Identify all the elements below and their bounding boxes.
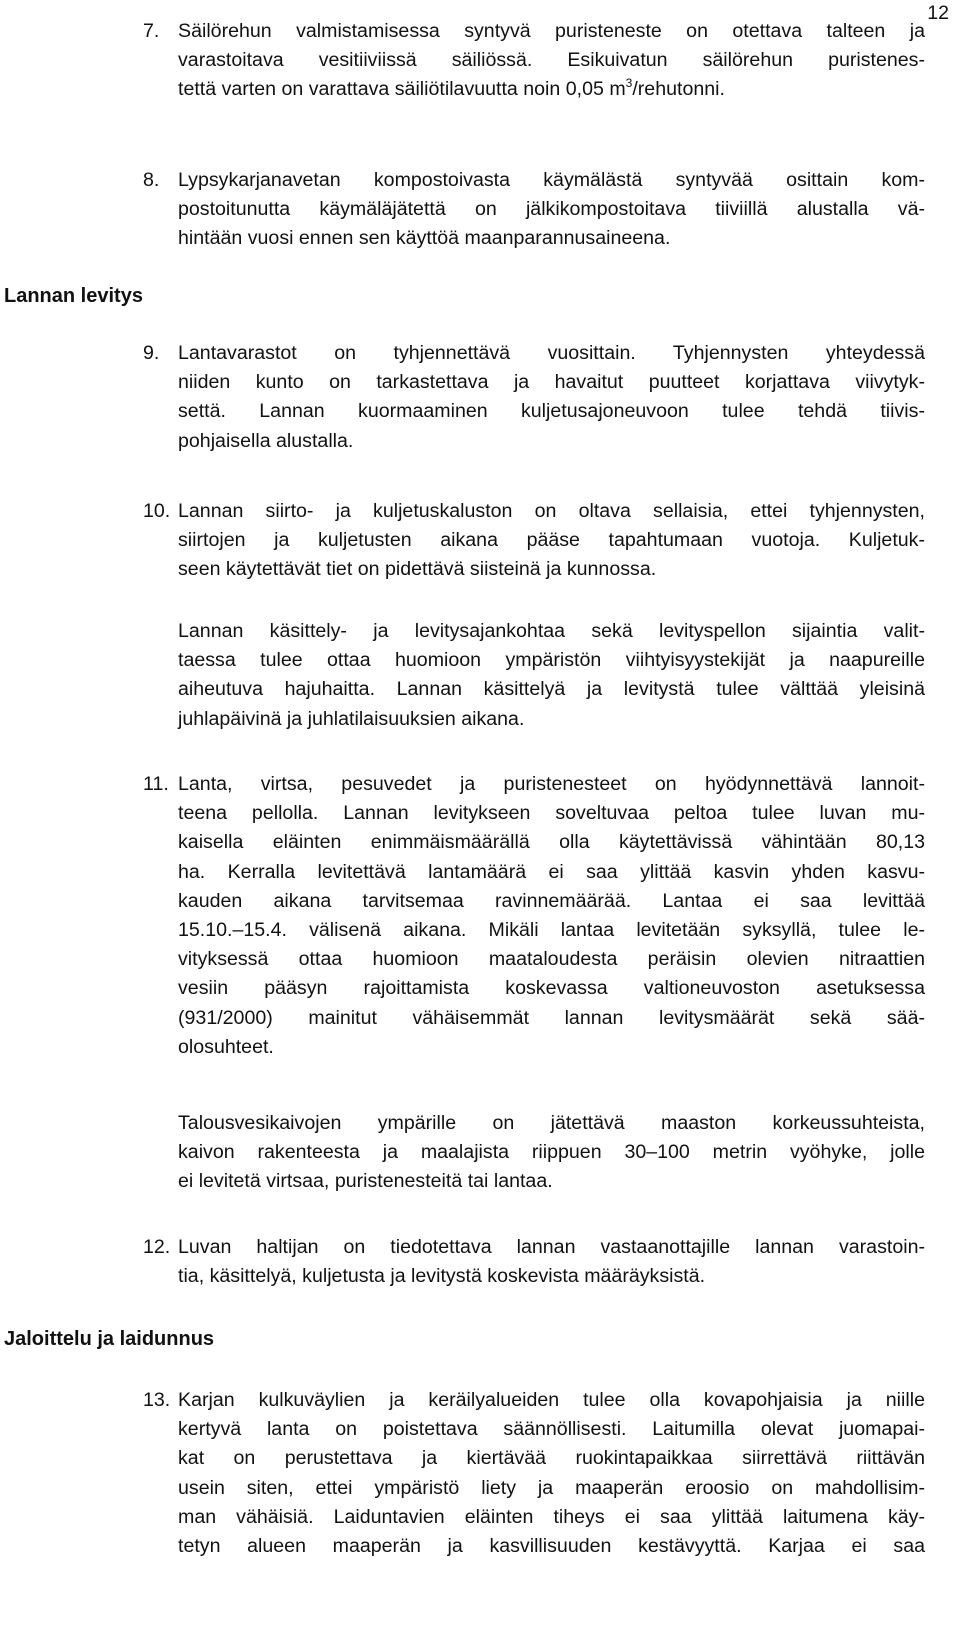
- text-line: teena pellolla. Lannan levitykseen soveltuvaa peltoa tulee luvan mu-: [178, 802, 925, 825]
- text-line: juhlapäivinä ja juhlatilaisuuksien aikana.: [178, 707, 525, 730]
- text-line: hintään vuosi ennen sen käyttöä maanparannusaineena.: [178, 227, 671, 250]
- text-line: taessa tulee ottaa huomioon ympäristön viihtyisyystekijät ja naapureille: [178, 649, 925, 672]
- list-item-7: [143, 17, 925, 105]
- item-number: 12.: [143, 1236, 171, 1258]
- text-line: ei levitetä virtsaa, puristenesteitä tai lantaa.: [178, 1170, 553, 1193]
- text-line: Lannan siirto- ja kuljetuskaluston on oltava sellaisia, ettei tyhjennysten,: [178, 500, 925, 522]
- text-line: Lypsykarjanavetan kompostoivasta käymälästä syntyvää osittain kom-: [178, 169, 925, 191]
- text-line: usein siten, ettei ympäristö liety ja maaperän eroosio on mahdollisim-: [178, 1476, 925, 1499]
- text-line: Karjan kulkuväylien ja keräilyalueiden tulee olla kovapohjaisia ja niille: [178, 1389, 925, 1411]
- list-item-12: [143, 1233, 925, 1291]
- text-line: Luvan haltijan on tiedotettava lannan vastaanottajille lannan varastoin-: [178, 1236, 925, 1258]
- list-item-10: [143, 497, 925, 585]
- item-number: 7.: [143, 20, 160, 42]
- item-number: 8.: [143, 169, 160, 191]
- text-line: 15.10.–15.4. välisenä aikana. Mikäli lantaa levitetään syksyllä, tulee le-: [178, 919, 925, 942]
- text-line: siirtojen ja kuljetusten aikana pääse tapahtumaan vuotoja. Kuljetuk-: [178, 529, 925, 552]
- text-line: vityksessä ottaa huomioon maataloudesta peräisin olevien nitraattien: [178, 948, 925, 971]
- item-number: 9.: [143, 342, 160, 364]
- text-line: settä. Lannan kuormaaminen kuljetusajoneuvoon tulee tehdä tiivis-: [178, 400, 925, 423]
- item-number: 11.: [143, 773, 169, 795]
- text-line: tettä varten on varattava säiliötilavuutta noin 0,05 $m^3$/rehutonni.: [178, 75, 725, 101]
- text-line: Lannan käsittely- ja levitysajankohtaa sekä levityspellon sijaintia valit-: [178, 620, 925, 642]
- text-line: (931/2000) mainitut vähäisemmät lannan levitysmäärät sekä sää-: [178, 1006, 925, 1029]
- text-line: vesiin pääsyn rajoittamista koskevassa valtioneuvoston asetuksessa: [178, 977, 925, 1000]
- text-line: Säilörehun valmistamisessa syntyvä puristeneste on otettava talteen ja: [178, 20, 925, 42]
- text-line: kauden aikana tarvitsemaa ravinnemäärää. Lantaa ei saa levittää: [178, 889, 925, 912]
- text-line: postoitunutta käymäläjätettä on jälkikompostoitava tiiviillä alustalla vä-: [178, 198, 925, 221]
- text-line: tetyn alueen maaperän ja kasvillisuuden kestävyyttä. Karjaa ei saa: [178, 1535, 925, 1558]
- list-item-11: [143, 770, 925, 1062]
- page-number: 12: [927, 2, 949, 24]
- text-line: pohjaisella alustalla.: [178, 429, 354, 452]
- text-line: tia, käsittelyä, kuljetusta ja levitystä koskevista määräyksistä.: [178, 1265, 706, 1288]
- text-line: man vähäisiä. Laiduntavien eläinten tiheys ei saa ylittää laitumena käy-: [178, 1505, 925, 1528]
- text-line: kat on perustettava ja kiertävää ruokintapaikkaa siirrettävä riittävän: [178, 1447, 925, 1470]
- item-number: 13.: [143, 1389, 171, 1411]
- text-line: varastoitava vesitiiviissä säiliössä. Esikuivatun säilörehun puristenes-: [178, 49, 925, 72]
- paragraph: [178, 617, 925, 734]
- side-heading-manure-spreading: Lannan levitys: [4, 285, 143, 307]
- text-line: seen käytettävät tiet on pidettävä siisteinä ja kunnossa.: [178, 558, 657, 581]
- list-item-9: [143, 339, 925, 456]
- side-heading-breeding-grazing: Jaloittelu ja laidunnus: [4, 1328, 215, 1350]
- text-line: Lantavarastot on tyhjennettävä vuosittain. Tyhjennysten yhteydessä: [178, 342, 925, 364]
- item-number: 10.: [143, 500, 171, 522]
- list-item-13: [143, 1386, 925, 1561]
- text-line: Lanta, virtsa, pesuvedet ja puristenesteet on hyödynnettävä lannoit-: [178, 773, 925, 795]
- text-line: kaivon rakenteesta ja maalajista riippuen 30–100 metrin vyöhyke, jolle: [178, 1141, 925, 1164]
- text-line: olosuhteet.: [178, 1035, 274, 1058]
- paragraph: [178, 1109, 925, 1197]
- list-item-8: [143, 166, 925, 254]
- text-line: kaisella eläinten enimmäismäärällä olla käytettävissä vähintään 80,13: [178, 831, 925, 854]
- text-line: ha. Kerralla levitettävä lantamäärä ei saa ylittää kasvin yhden kasvu-: [178, 860, 925, 883]
- text-line: aiheutuva hajuhaitta. Lannan käsittelyä ja levitystä tulee välttää yleisinä: [178, 678, 925, 701]
- text-line: kertyvä lanta on poistettava säännöllisesti. Laitumilla olevat juomapai-: [178, 1418, 925, 1441]
- superscript: 3: [625, 75, 633, 90]
- text-line: niiden kunto on tarkastettava ja havaitut puutteet korjattava viivytyk-: [178, 371, 925, 394]
- text-line: Talousvesikaivojen ympärille on jätettävä maaston korkeussuhteista,: [178, 1112, 925, 1134]
